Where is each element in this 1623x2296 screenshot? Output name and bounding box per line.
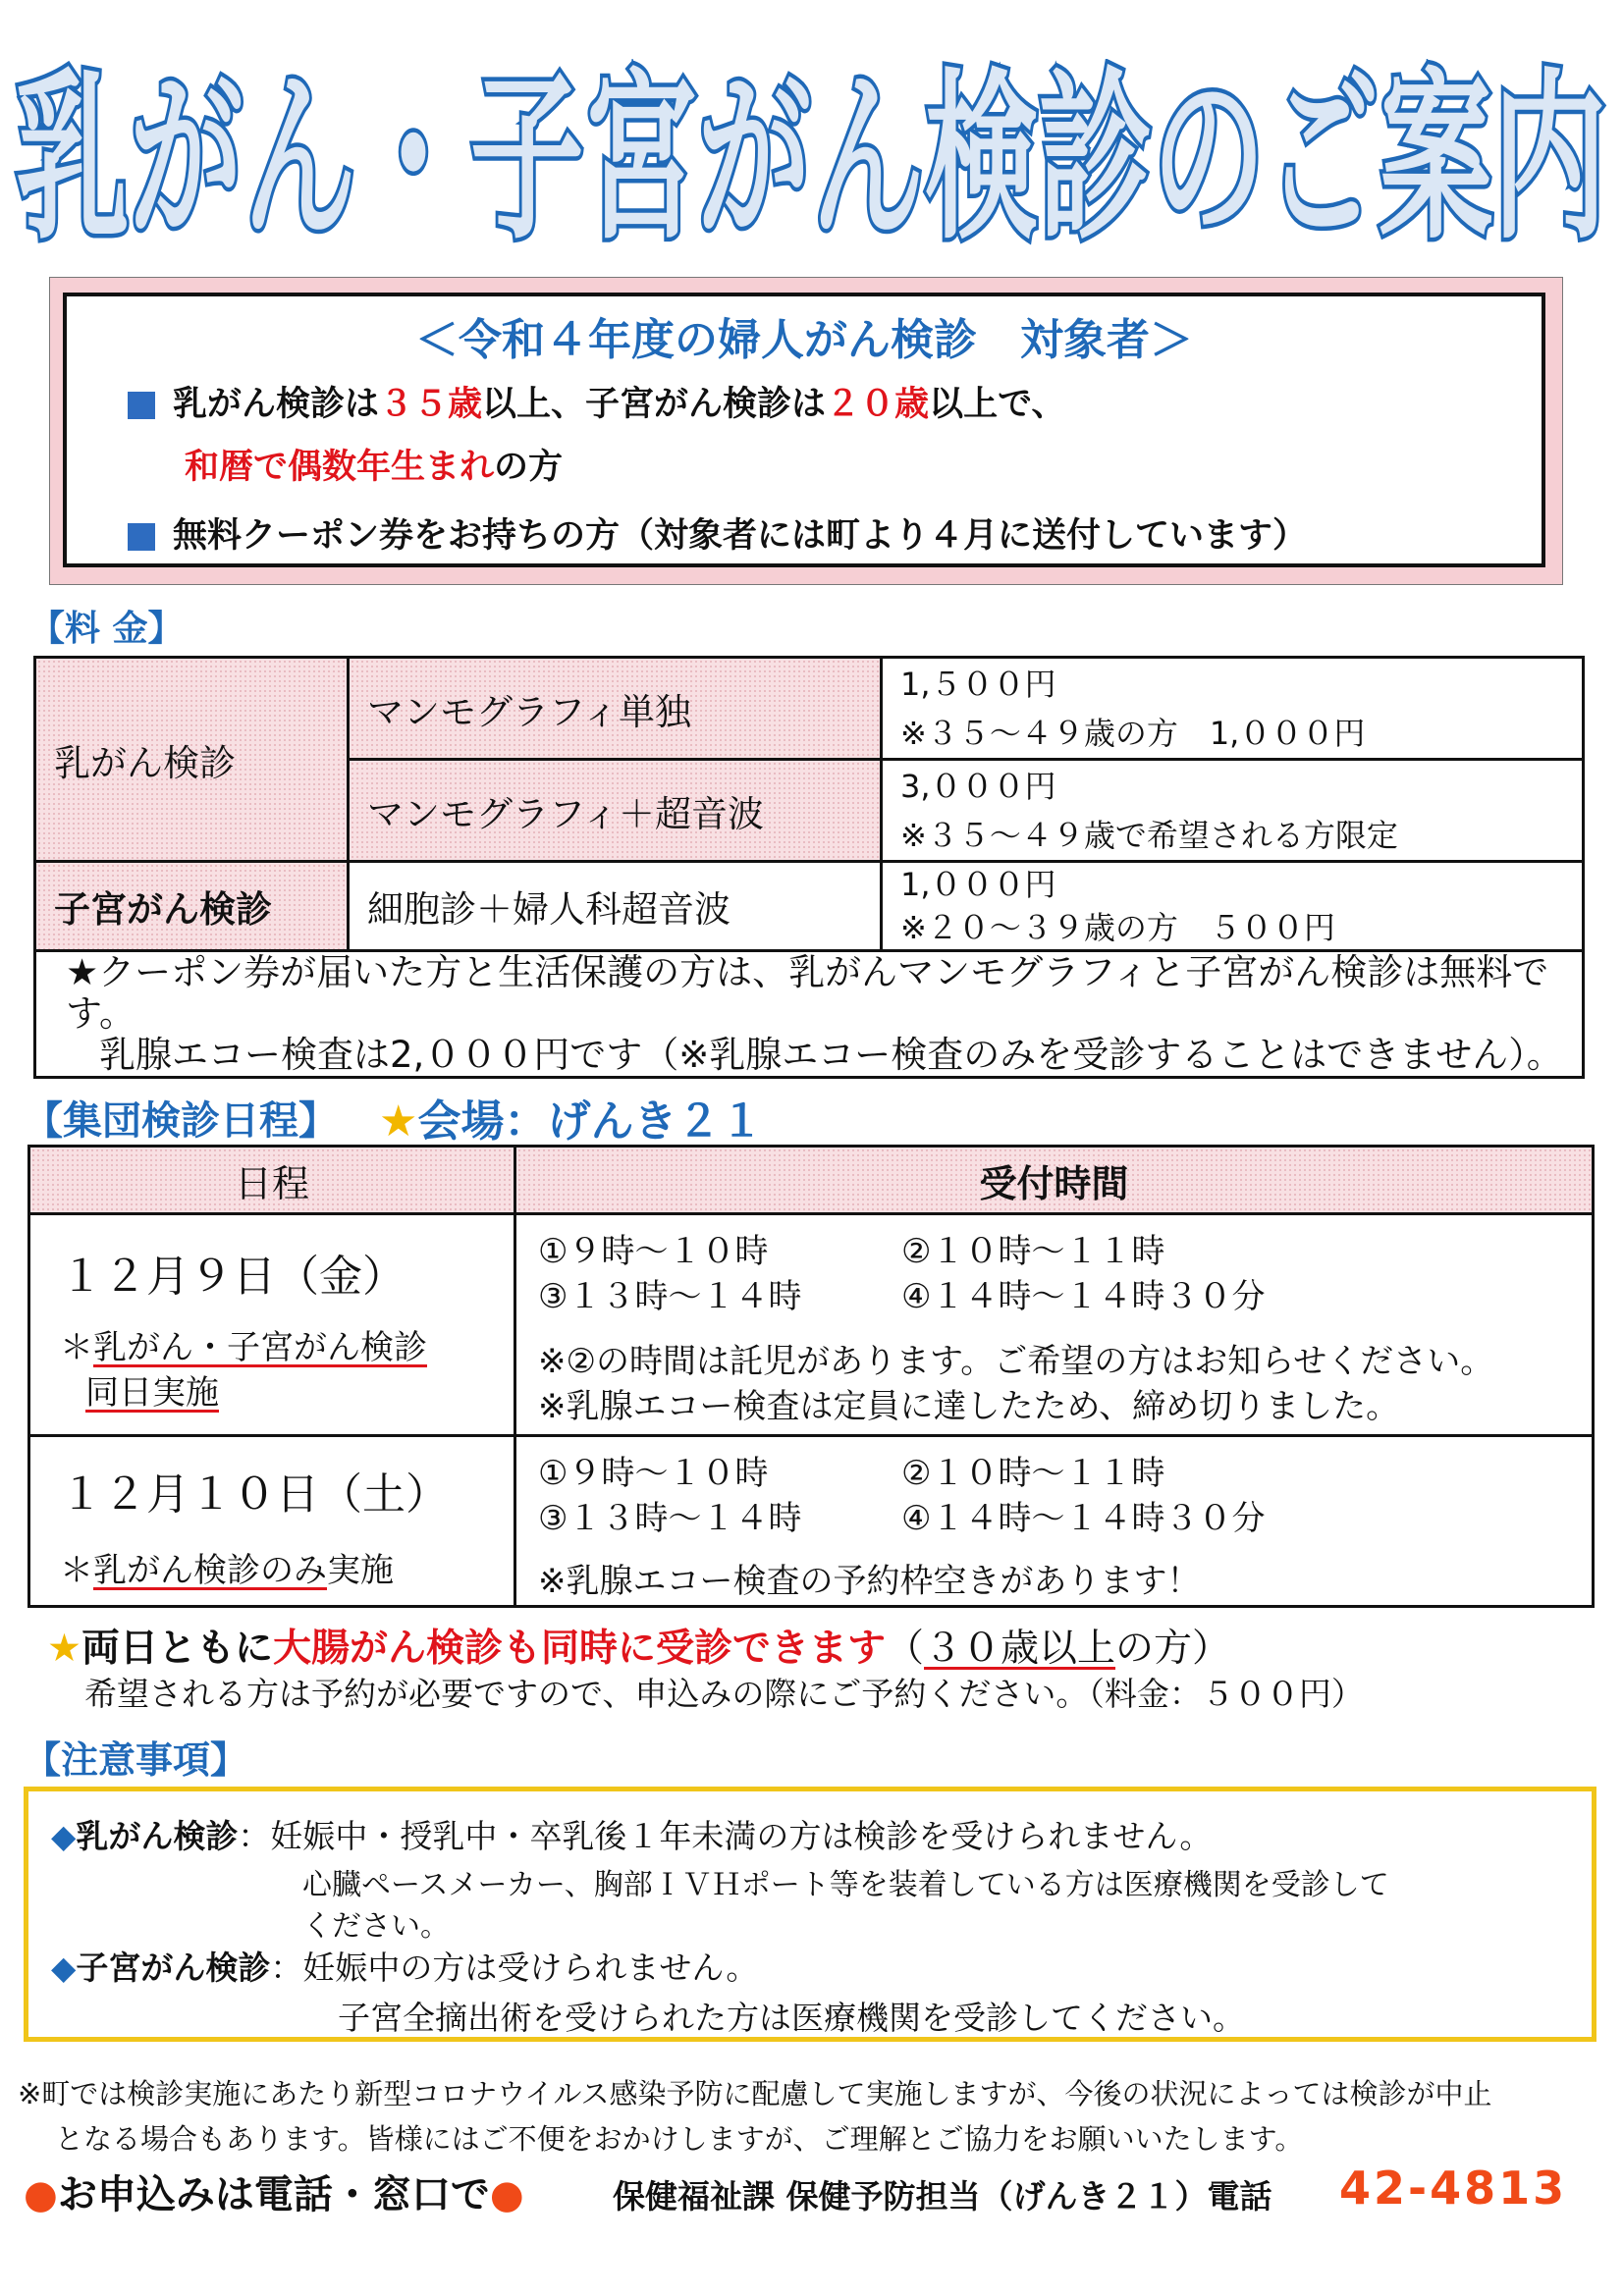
star-icon: ★ [379,1096,418,1147]
target-line-3: 無料クーポン券をお持ちの方（対象者には町より４月に送付しています） [128,508,1307,558]
fee-mammo: マンモグラフィ単独 [349,658,882,760]
contact-dept: 保健福祉課 保健予防担当（げんき２１）電話 [613,2177,1272,2216]
caution-uterus-2: 子宮全摘出術を受けられた方は医療機関を受診してください。 [338,1999,1245,2037]
col-date: 日程 [29,1147,515,1214]
covid-note: ※町では検診実施にあたり新型コロナウイルス感染予防に配慮して実施しますが、今後の状況によっては検診が中止 となる場合もあります。皆様にはご不便をおかけしますが、ご理解とご協力をお願いいたします。 [18,2077,1492,2156]
colon-line: ★両日ともに大腸がん検診も同時に受診できます（３０歳以上の方） [47,1627,1231,1671]
square-bullet-icon [128,392,155,419]
diamond-icon: ◆ [51,1949,77,1987]
colon-note: 希望される方は予約が必要ですので、申込みの際にご予約ください。（料金：５００円） [84,1675,1364,1713]
circle-icon: ● [489,2172,524,2217]
square-bullet-icon [128,523,155,551]
target-heading: ＜令和４年度の婦人がん検診 対象者＞ [415,315,1193,365]
fee-cyto-price: 1,０００円 ※２０～３９歳の方 ５００円 [882,862,1584,951]
fee-table [33,656,1585,1079]
fee-uterus-label: 子宮がん検診 [35,862,349,951]
day2-times: ①９時～１０時 ②１０時～１１時 ③１３時～１４時 ④１４時～１４時３０分 ※乳腺エコー検査の予約枠空きがあります！ [515,1436,1594,1607]
title-text: 乳がん・子宮がん検診のご案内 [16,59,1606,264]
caution-breast-2: 心臓ペースメーカー、胸部ＩＶＨポート等を装着している方は医療機関を受診して ください。 [302,1868,1389,1944]
star-icon: ★ [47,1627,81,1671]
caution-breast: ◆乳がん検診：妊娠中・授乳中・卒乳後１年未満の方は検診を受けられません。 [51,1817,1213,1855]
schedule-label: 【集団検診日程】 [24,1098,338,1144]
day1-cell: １２月９日（金） ＊乳がん・子宮がん検診 同日実施 [29,1214,515,1436]
caution-uterus: ◆子宮がん検診：妊娠中の方は受けられません。 [51,1949,759,1987]
apply-line: ●お申込みは電話・窓口で● [24,2172,524,2217]
circle-icon: ● [24,2172,58,2217]
fee-mammo-price: 1,５００円 ※３５～４９歳の方 1,０００円 [882,658,1584,760]
fee-cyto: 細胞診＋婦人科超音波 [349,862,882,951]
caution-label: 【注意事項】 [24,1738,248,1782]
day1-times: ①９時～１０時 ②１０時～１１時 ③１３時～１４時 ④１４時～１４時３０分 ※②の時間は託児があります。ご希望の方はお知らせください。 ※乳腺エコー検査は定員に達したため、締め切りました。 [515,1214,1594,1436]
fee-mammo-us: マンモグラフィ＋超音波 [349,760,882,862]
fee-mammo-us-price: 3,０００円 ※３５～４９歳で希望される方限定 [882,760,1584,862]
venue: ★会場：げんき２１ [379,1096,764,1147]
page-title [0,59,1623,275]
col-time: 受付時間 [515,1147,1594,1214]
fees-label: 【料 金】 [29,609,184,649]
fee-breast-label: 乳がん検診 [35,658,349,862]
diamond-icon: ◆ [51,1817,77,1855]
fee-footnote: ★クーポン券が届いた方と生活保護の方は、乳がんマンモグラフィと子宮がん検診は無料です。 乳腺エコー検査は2,０００円です（※乳腺エコー検査のみを受診することはできません）。 [35,951,1584,1078]
phone-number: 42-4813 [1339,2162,1568,2215]
target-line-1: 乳がん検診は３５歳以上、子宮がん検診は２０歳以上で、 [128,377,1065,426]
target-line-2: 和暦で偶数年生まれの方 [185,448,564,487]
schedule-table [27,1145,1595,1608]
day2-cell: １２月１０日（土） ＊乳がん検診のみ実施 [29,1436,515,1607]
